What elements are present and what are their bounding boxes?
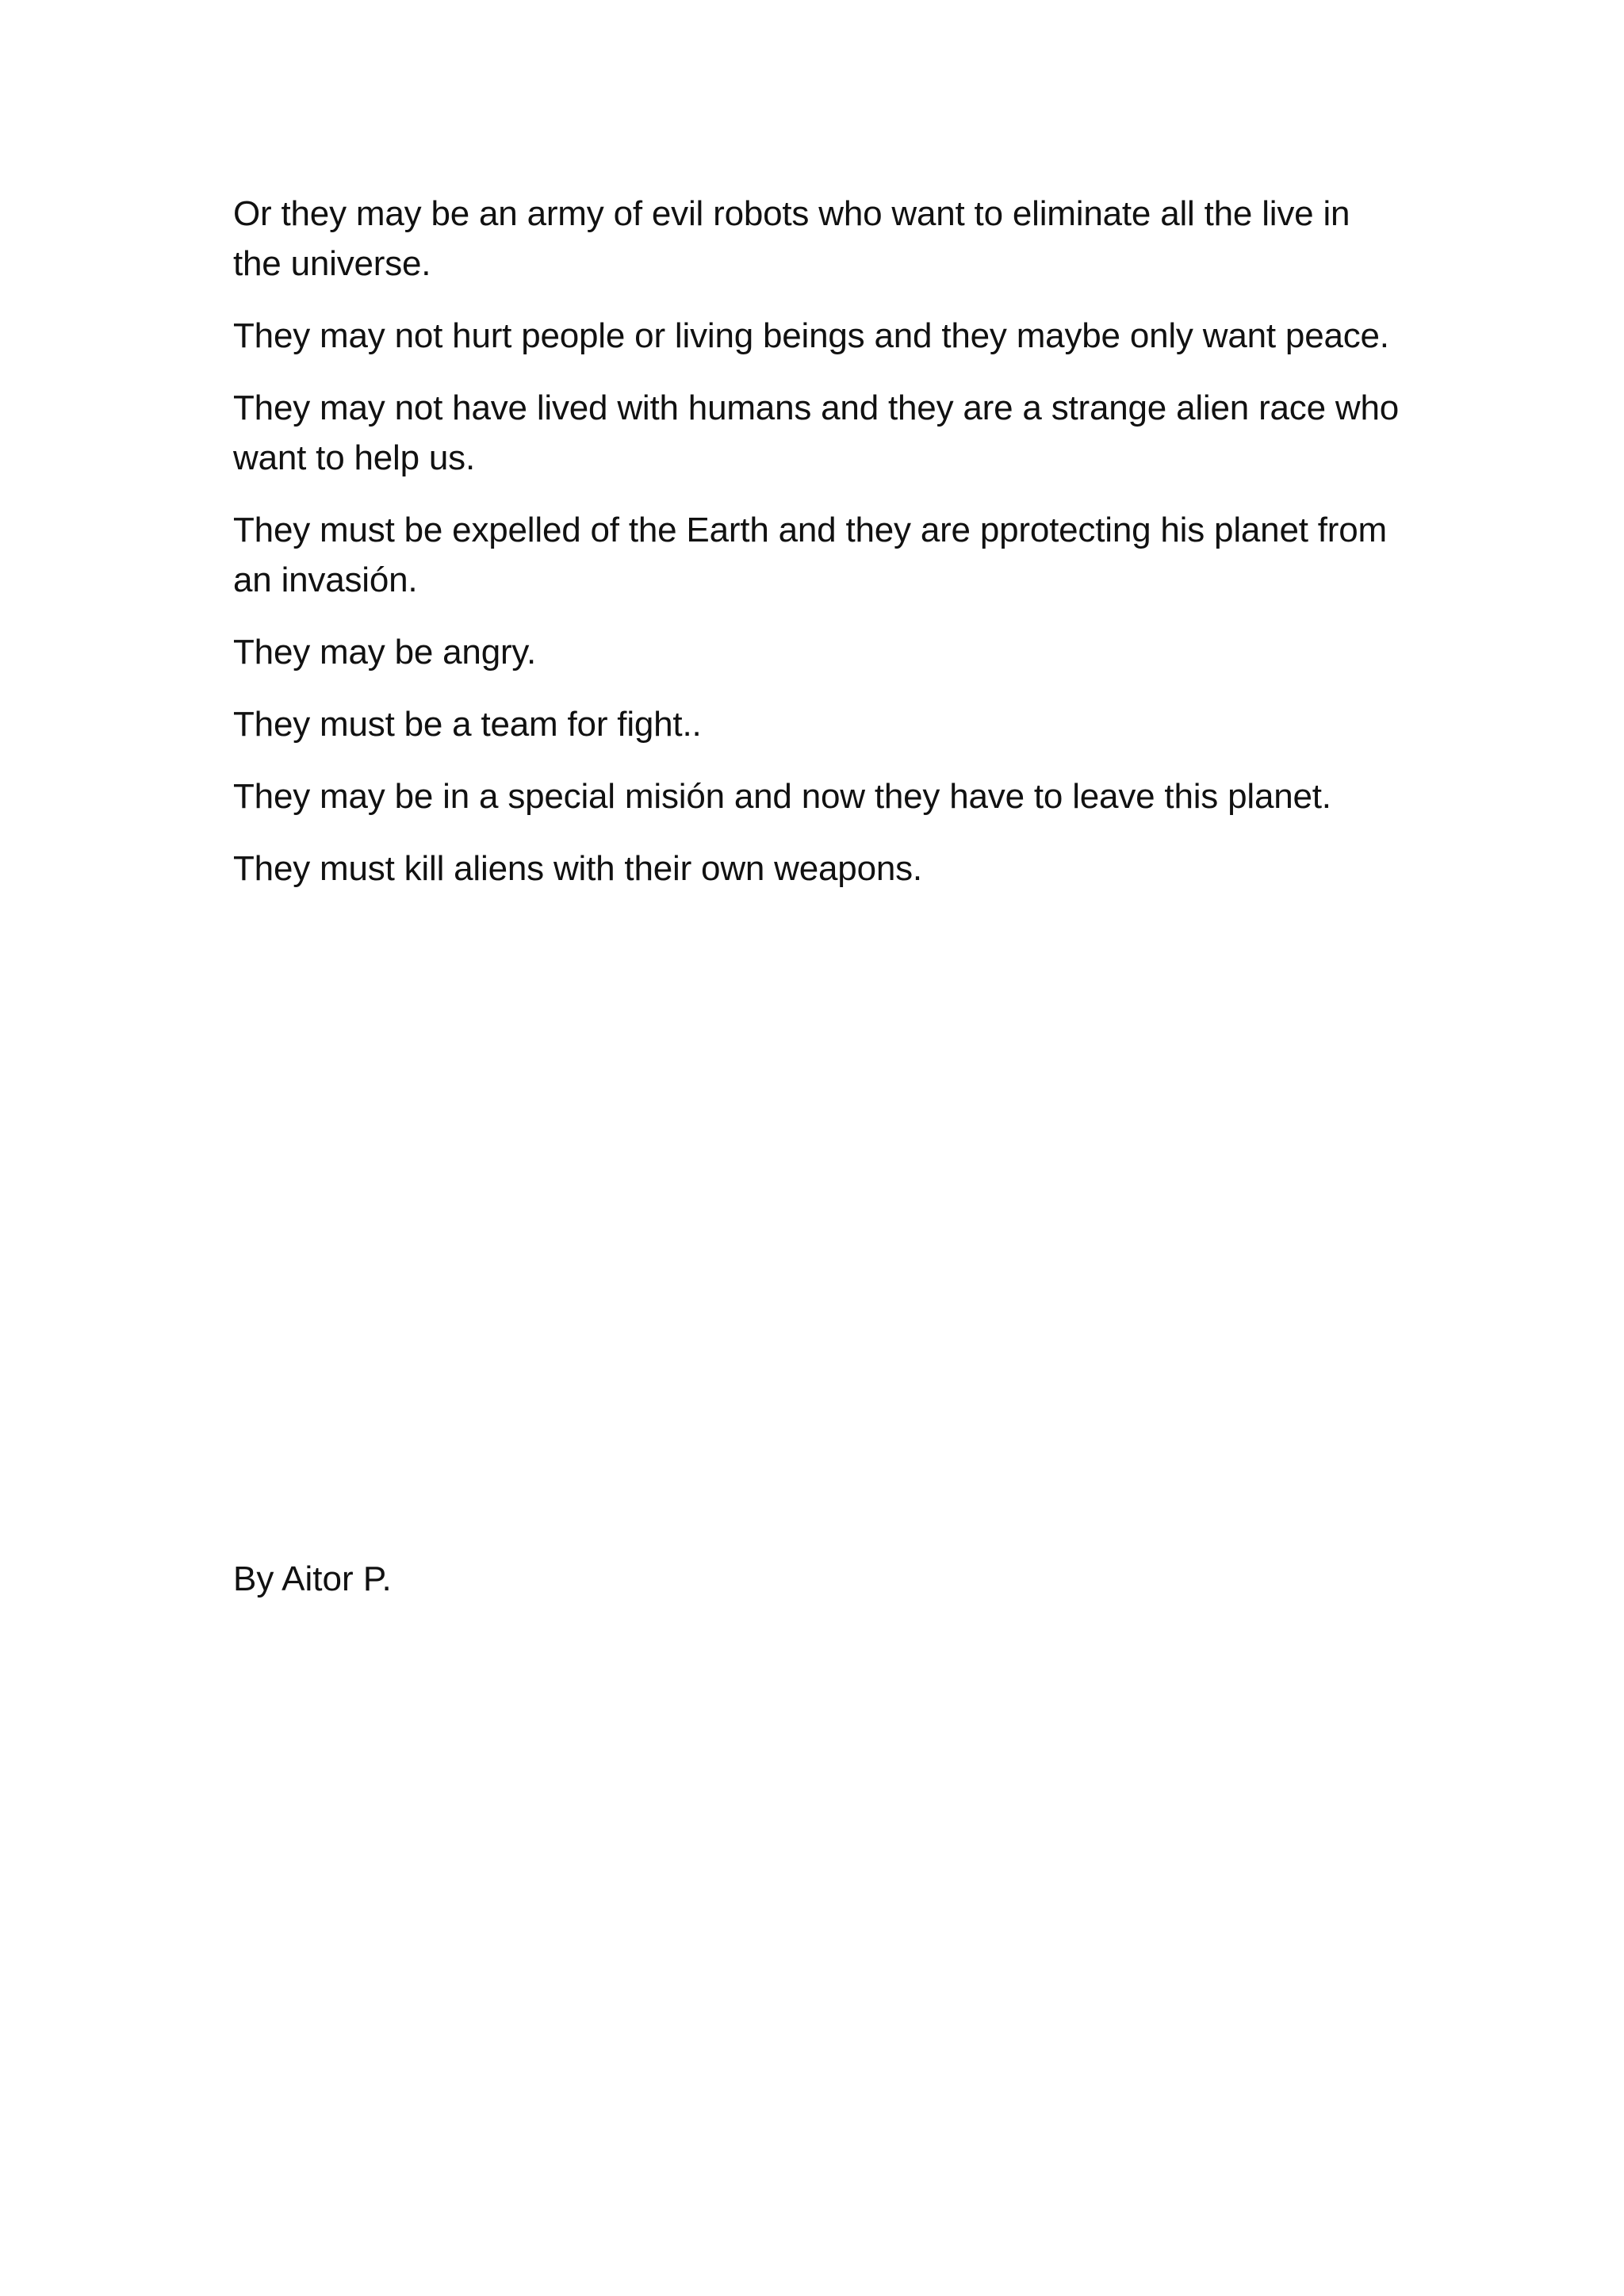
- paragraph: They must be a team for fight..: [233, 705, 702, 744]
- paragraph: Or they may be an army of evil robots who want to eliminate all the live in the universe.: [233, 194, 1350, 283]
- paragraph: They may not have lived with humans and they are a strange alien race who want to help us.: [233, 388, 1400, 477]
- paragraph: They must be expelled of the Earth and they are pprotecting his planet from an invasión.: [233, 511, 1387, 599]
- paragraph: They must kill aliens with their own weapons.: [233, 849, 922, 888]
- author-signature: By Aitor P.: [233, 1559, 392, 1598]
- paragraph: They may not hurt people or living beings and they maybe only want peace.: [233, 316, 1389, 355]
- paragraph: They may be in a special misión and now they have to leave this planet.: [233, 777, 1331, 816]
- paragraph: They may be angry.: [233, 633, 536, 672]
- document-body: [233, 189, 1407, 916]
